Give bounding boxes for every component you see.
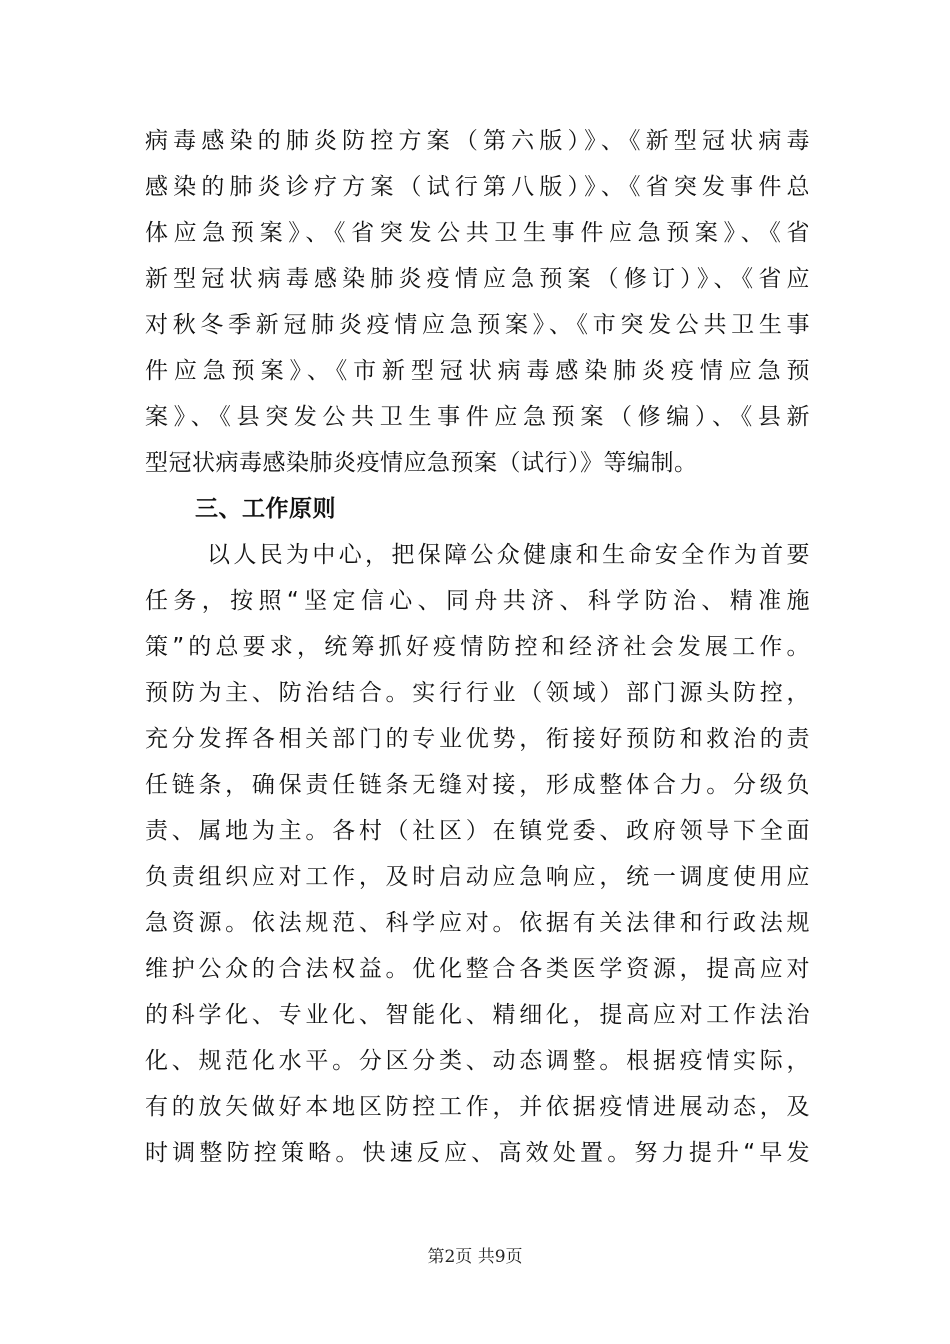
page-number-footer: 第2页 共9页 xyxy=(427,1247,523,1267)
text-line: 件应急预案》、《市新型冠状病毒感染肺炎疫情应急预 xyxy=(145,358,810,384)
section-heading: 三、工作原则 xyxy=(195,496,336,522)
text-line: 以人民为中心，把保障公众健康和生命安全作为首要 xyxy=(207,542,810,568)
text-line: 充分发挥各相关部门的专业优势，衔接好预防和救治的责 xyxy=(145,726,810,752)
text-line: 感染的肺炎诊疗方案（试行第八版）》、《省突发事件总 xyxy=(145,174,810,200)
text-line: 案》、《县突发公共卫生事件应急预案（修编）、《县新 xyxy=(145,404,810,430)
text-line: 病毒感染的肺炎防控方案（第六版）》、《新型冠状病毒 xyxy=(145,128,810,154)
text-line: 型冠状病毒感染肺炎疫情应急预案（试行）》等编制。 xyxy=(145,450,698,476)
text-line: 任务，按照“坚定信心、同舟共济、科学防治、精准施 xyxy=(145,588,810,614)
text-line: 维护公众的合法权益。优化整合各类医学资源，提高应对 xyxy=(145,956,810,982)
text-line: 任链条，确保责任链条无缝对接，形成整体合力。分级负 xyxy=(145,772,810,798)
text-line: 的科学化、专业化、智能化、精细化，提高应对工作法治 xyxy=(145,1002,810,1028)
text-line: 体应急预案》、《省突发公共卫生事件应急预案》、《省 xyxy=(145,220,810,246)
text-line: 策”的总要求，统筹抓好疫情防控和经济社会发展工作。 xyxy=(145,634,810,660)
text-line: 对秋冬季新冠肺炎疫情应急预案》、《市突发公共卫生事 xyxy=(145,312,810,338)
document-body xyxy=(145,118,810,1176)
text-line: 有的放矢做好本地区防控工作，并依据疫情进展动态，及 xyxy=(145,1094,810,1120)
text-line: 新型冠状病毒感染肺炎疫情应急预案（修订）》、《省应 xyxy=(145,266,810,292)
text-line: 时调整防控策略。快速反应、高效处置。努力提升“早发 xyxy=(145,1140,810,1166)
text-line: 急资源。依法规范、科学应对。依据有关法律和行政法规 xyxy=(145,910,810,936)
text-line: 负责组织应对工作，及时启动应急响应，统一调度使用应 xyxy=(145,864,810,890)
text-line: 预防为主、防治结合。实行行业（领域）部门源头防控， xyxy=(145,680,810,706)
text-line: 责、属地为主。各村（社区）在镇党委、政府领导下全面 xyxy=(145,818,810,844)
text-line: 化、规范化水平。分区分类、动态调整。根据疫情实际， xyxy=(145,1048,810,1074)
